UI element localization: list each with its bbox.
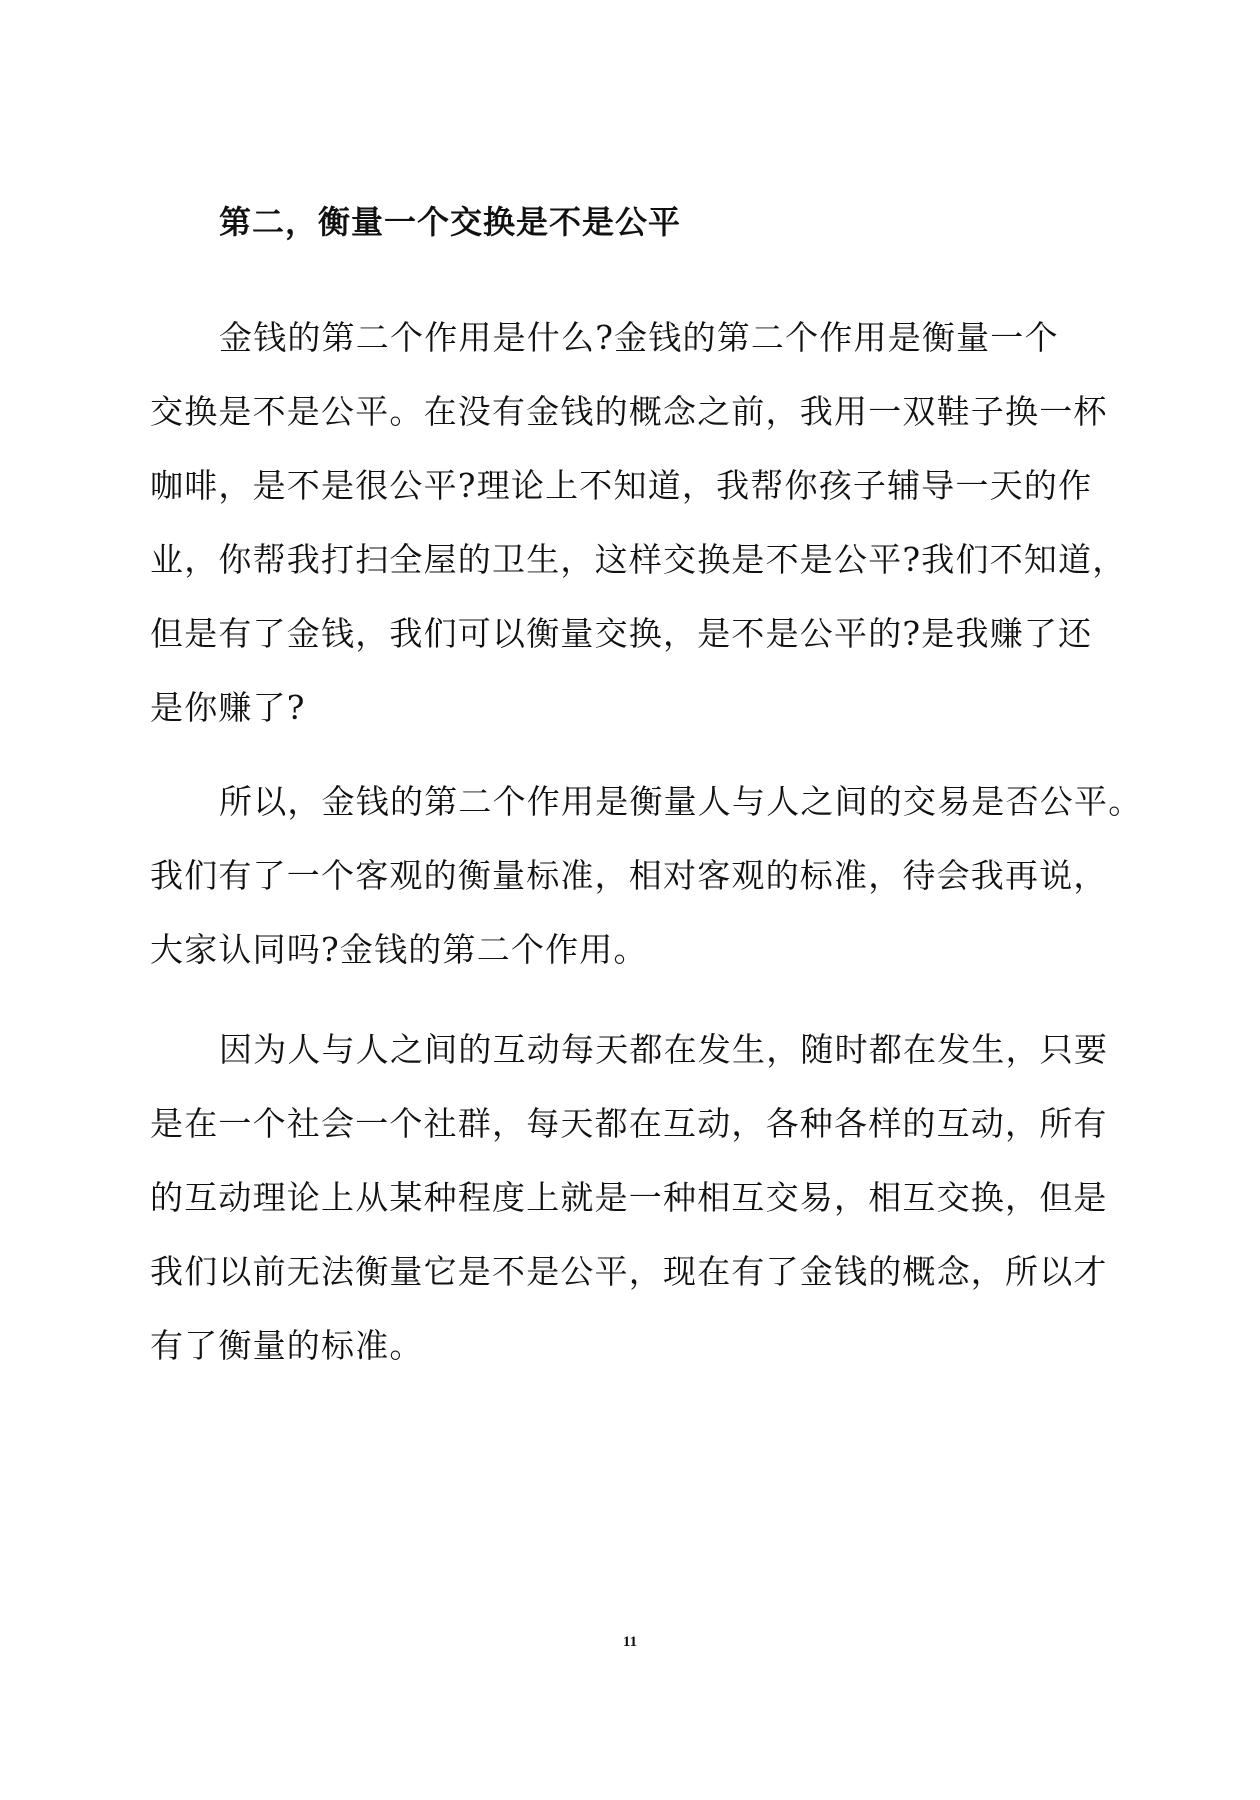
paragraph-1-line-2: 交换是不是公平。在没有金钱的概念之前，我用一双鞋子换一杯: [150, 392, 1108, 431]
paragraph-3-line-2: 是在一个社会一个社群，每天都在互动，各种各样的互动，所有: [150, 1104, 1108, 1143]
paragraph-2-line-2: 我们有了一个客观的衡量标准，相对客观的标准，待会我再说，: [150, 856, 1108, 895]
paragraph-3-line-4: 我们以前无法衡量它是不是公平，现在有了金钱的概念，所以才: [150, 1252, 1108, 1291]
section-heading: 第二，衡量一个交换是不是公平: [219, 203, 682, 241]
paragraph-3-line-1: 因为人与人之间的互动每天都在发生，随时都在发生，只要: [219, 1030, 1109, 1069]
paragraph-1-line-6: 是你赚了?: [150, 688, 306, 727]
paragraph-1-line-4: 业，你帮我打扫全屋的卫生，这样交换是不是公平?我们不知道，: [150, 540, 1127, 579]
paragraph-1-line-1: 金钱的第二个作用是什么?金钱的第二个作用是衡量一个: [219, 318, 1059, 357]
paragraph-2-line-1: 所以，金钱的第二个作用是衡量人与人之间的交易是否公平。: [219, 782, 1143, 821]
paragraph-3-line-3: 的互动理论上从某种程度上就是一种相互交易，相互交换，但是: [150, 1178, 1108, 1217]
page-number: 11: [622, 1634, 638, 1650]
paragraph-2-line-3: 大家认同吗?金钱的第二个作用。: [150, 930, 648, 969]
paragraph-3-line-5: 有了衡量的标准。: [150, 1326, 424, 1365]
paragraph-1-line-5: 但是有了金钱，我们可以衡量交换，是不是公平的?是我赚了还: [150, 614, 1093, 653]
paragraph-1-line-3: 咖啡，是不是很公平?理论上不知道，我帮你孩子辅导一天的作: [150, 466, 1093, 505]
